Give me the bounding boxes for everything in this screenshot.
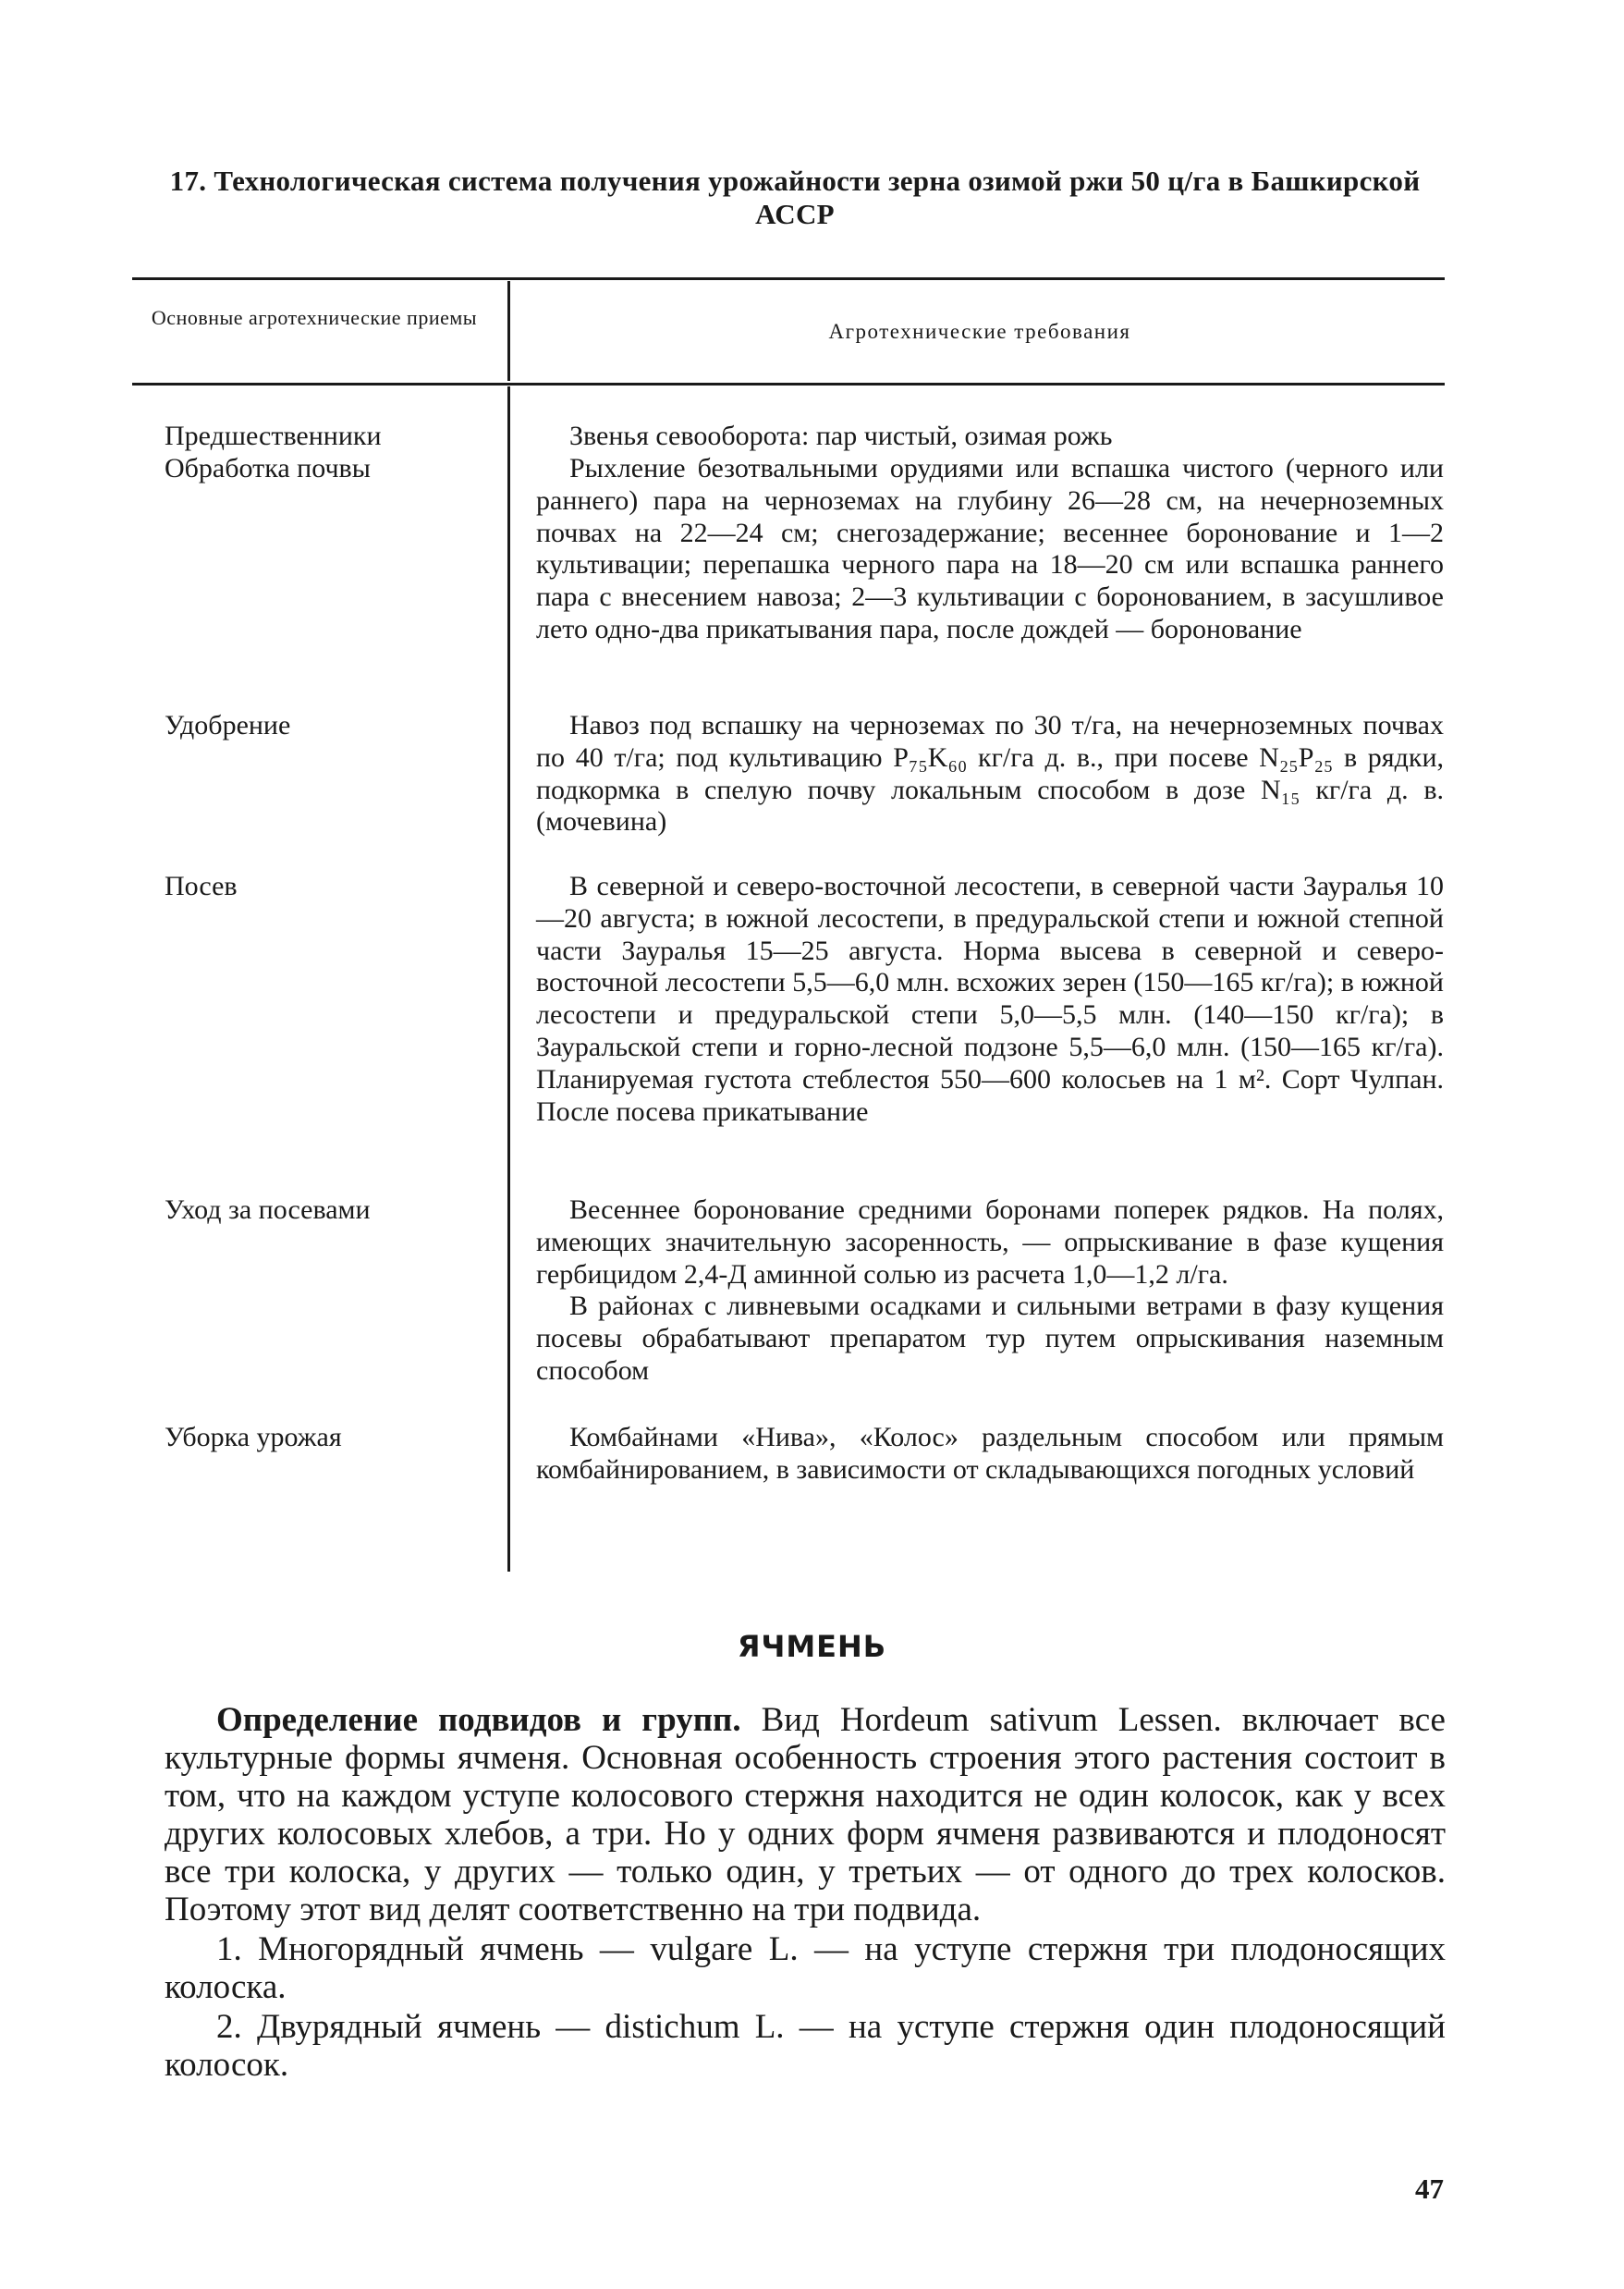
table-column-divider bbox=[507, 386, 510, 1572]
column-header-requirements: Агротехнические требования bbox=[828, 320, 1131, 343]
row-text-crop-care bbox=[536, 1194, 1444, 1388]
row-text-predecessors: Звенья севооборота: пар чистый, озимая рожь bbox=[569, 421, 1113, 451]
paragraph-definition bbox=[165, 1701, 1446, 1928]
row-label-predecessors: Предшественники bbox=[165, 421, 382, 451]
row-label-crop-care: Уход за посевами bbox=[165, 1194, 371, 1225]
list-item: 1. Многорядный ячмень — vulgare L. — на уступе стержня три плодоносящих колоска. bbox=[165, 1930, 1446, 2006]
crop-care-paragraph-2: В районах с ливневыми осадками и сильными ветрами в фазу кущения посевы обрабатывают препаратом тур путем опрыскивания наземным способом bbox=[536, 1291, 1444, 1386]
row-label-sowing: Посев bbox=[165, 871, 238, 901]
row-label-tillage: Обработка почвы bbox=[165, 453, 371, 484]
page-number: 47 bbox=[1415, 2173, 1444, 2205]
row-text-tillage: Рыхление безотвальными орудиями или вспашка чистого (черного или раннего) пара на черноземах на глубину 26—28 см, на нечерноземных почвах на 22—24 см; снегозадержание; весеннее боронование и 1—2 культивации; перепашка черного пара на 18—20 см или вспашка раннего пара с внесением навоза; 2—3 культивации с боронованием, в засушливое лето одно-два прикатывания пара, после дождей — боронование bbox=[536, 453, 1444, 644]
table-top-rule bbox=[132, 277, 1445, 280]
table-header-divider bbox=[507, 281, 510, 381]
row-text-fertilizer: Навоз под вспашку на черноземах по 30 т/га, на нечерноземных почвах по 40 т/га; под культивацию P₇₅K₆₀ кг/га д. в., при посеве N₂₅P₂₅ в рядки, подкормка в спелую почву локальным способом в дозе N₁₅ кг/га д. в. (мочевина) bbox=[536, 710, 1444, 838]
paragraph-definition-text: Вид Hordeum sativum Lessen. включает все культурные формы ячменя. Основная особенность строения этого растения состоит в том, что на каждом уступе колосового стержня находится не один колосок, как у всех других колосовых хлебов, а три. Но у одних форм ячменя развиваются и плодоносят все три колоска, у других — только один, у третьих — от одного до трех колосков. Поэтому этот вид делят соответственно на три подвида. bbox=[165, 1701, 1446, 1928]
paragraph-lead: Определение подвидов и групп. bbox=[216, 1701, 741, 1739]
row-label-harvest: Уборка урожая bbox=[165, 1422, 342, 1452]
section-body bbox=[165, 1701, 1446, 2086]
row-label-fertilizer: Удобрение bbox=[165, 710, 291, 741]
row-text-harvest: Комбайнами «Нива», «Колос» раздельным способом или прямым комбайнированием, в зависимости от складывающихся погодных условий bbox=[536, 1422, 1444, 1485]
list-item: 2. Двурядный ячмень — distichum L. — на уступе стержня один плодоносящий колосок. bbox=[165, 2008, 1446, 2084]
crop-care-paragraph-1: Весеннее боронование средними боронами поперек рядков. На полях, имеющих значительную засоренность, — опрыскивание в фазе кущения гербицидом 2,4-Д аминной солью из расчета 1,0—1,2 л/га. bbox=[536, 1194, 1444, 1290]
row-text-sowing: В северной и северо-восточной лесостепи, в северной части Зауралья 10—20 августа; в южной лесостепи, в предуральской степи и южной степной части Зауралья 15—25 августа. Норма высева в северной и северо-восточной лесостепи 5,5—6,0 млн. всхожих зерен (150—165 кг/га); в южной лесостепи и предуральской степи 5,0—5,5 млн. (140—150 кг/га); в Зауральской степи и горно-лесной подзоне 5,5—6,0 млн. (150—165 кг/га). Планируемая густота стеблестоя 550—600 колосьев на 1 м². Сорт Чулпан. После посева прикатывание bbox=[536, 871, 1444, 1127]
table-header-rule bbox=[132, 383, 1445, 386]
table-title: 17. Технологическая система получения урожайности зерна озимой ржи 50 ц/га в Башкирской АССР bbox=[169, 165, 1421, 230]
section-title: ЯЧМЕНЬ bbox=[737, 1629, 887, 1664]
column-header-techniques: Основные агротехнические приемы bbox=[151, 306, 478, 329]
